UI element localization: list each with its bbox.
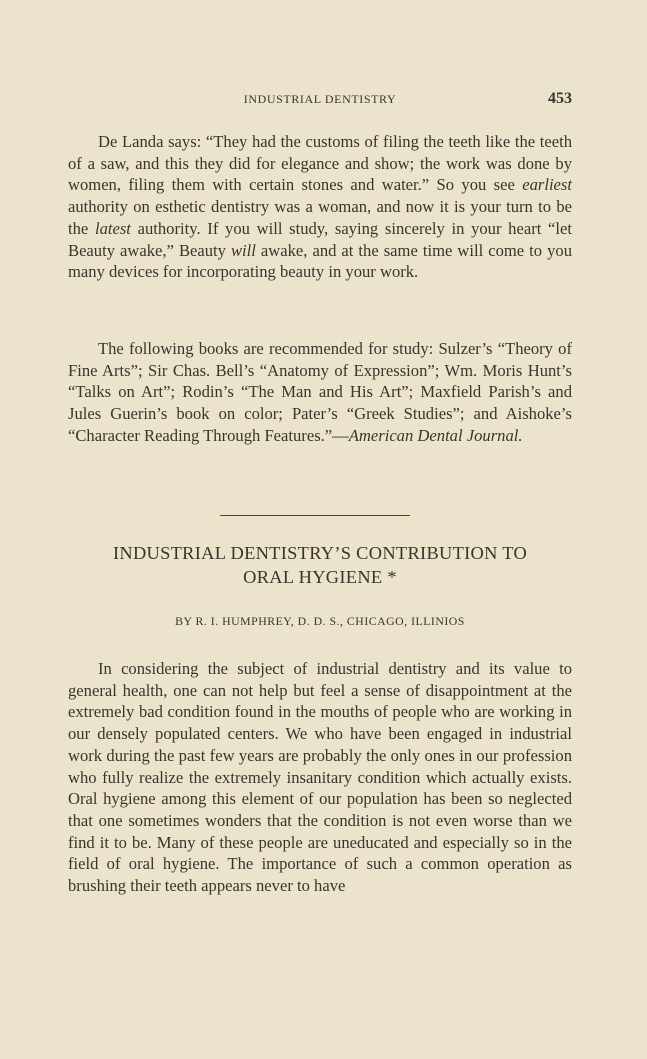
paragraph-text: authority on esthetic dentistry was a woman, and now it is your turn to be the xyxy=(68,197,572,238)
emphasis-earliest: earliest xyxy=(522,175,572,195)
article-paragraph: In considering the subject of industrial dentistry and its value to general health, one can not help but feel a sense of disappointment at the extremely bad condition found in the mouths of people who are working in our densely populated centers. We who have been engaged in industrial work during the past few years are probably the only ones in our profession who fully realize the extremely insanitary condition which actually exists. Oral hygiene among this element of our population has been so neglected that one sometimes wonders that the condition is not even worse than we find it to be. Many of these people are uneducated and especially so in the field of oral hygiene. The importance of such a common operation as brushing their teeth appears never to have xyxy=(68,659,572,896)
article-title-line-2: ORAL HYGIENE * xyxy=(243,567,397,587)
article-byline: BY R. I. HUMPHREY, D. D. S., CHICAGO, ILLINIOS xyxy=(175,614,465,628)
article-title-line-1: INDUSTRIAL DENTISTRY’S CONTRIBUTION TO xyxy=(112,543,528,563)
paragraph-recommended-books xyxy=(68,338,572,447)
emphasis-latest: latest xyxy=(94,218,131,238)
paragraph-text: The following books are recommended for study: Sulzer’s “Theory of Fine Arts”; Sir Chas. Bell’s “Anatomy of Expression”; Wm. Moris Hunt’s “Talks on Art”; Rodin’s “The Man and His Art”; Maxfield Parish’s and Jules Guerin’s book on color; Pater’s “Greek Studies”; and Aishoke’s “Character Reading Through Features.”— xyxy=(68,339,572,445)
paragraph-text: awake, and at the same time will come to you many devices for incorporating beauty in your work. xyxy=(68,240,572,282)
paragraph-text: authority. If you will study, saying sincerely in your heart “let Beauty awake,” Beauty xyxy=(68,218,572,260)
page-number: 453 xyxy=(548,90,572,107)
running-title: INDUSTRIAL DENTISTRY xyxy=(243,92,397,106)
section-divider xyxy=(220,515,410,516)
emphasis-will: will xyxy=(230,240,256,260)
paragraph-de-landa xyxy=(68,131,572,283)
running-head xyxy=(68,90,572,110)
source-citation: American Dental Journal. xyxy=(348,425,523,445)
article-title xyxy=(68,541,572,589)
paragraph-text: De Landa says: “They had the customs of filing the teeth like the teeth of a saw, and this they did for elegance and show; the work was done by women, filing them with certain stones and water.” So you see xyxy=(68,132,572,195)
